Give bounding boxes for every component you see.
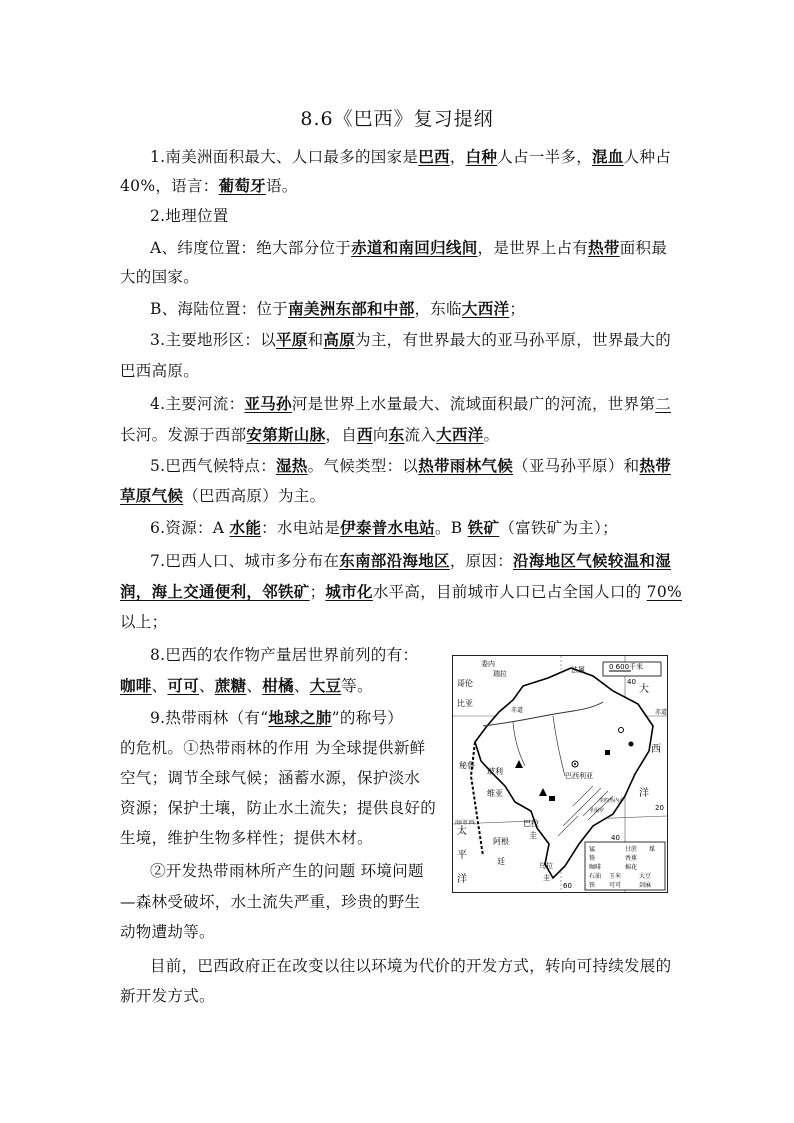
legend-item: 棉花	[625, 864, 638, 871]
para-2: 2.地理位置	[150, 207, 229, 225]
ocean-label: 大	[639, 684, 649, 695]
answer: 湿热	[276, 456, 308, 475]
text: 人种占	[623, 148, 672, 166]
text: ，自	[325, 426, 358, 444]
text: ，是世界上占有	[477, 239, 589, 257]
para-9-line-1	[150, 708, 403, 728]
answer: 东南部沿海地区	[339, 551, 450, 570]
para-1-line-2	[120, 176, 298, 196]
answer: 高原	[323, 330, 356, 349]
answer: 热带	[588, 238, 620, 257]
text: 、	[151, 677, 168, 695]
answer: 城市化	[325, 582, 373, 601]
answer: 大豆	[309, 676, 342, 695]
lat-label-mid: 20	[655, 804, 664, 812]
para-4-line-1	[150, 394, 671, 414]
answer: 沿海地区气候较温和湿	[513, 551, 672, 570]
answer: 咖啡	[120, 676, 152, 695]
text: 、	[199, 677, 215, 695]
text: 40%，语言：	[120, 177, 219, 195]
crop-symbol	[629, 742, 634, 747]
para-9-line-2: 的危机。①热带雨林的作用 为全球提供新鲜	[120, 739, 426, 757]
answer: 白种	[465, 147, 498, 166]
text: 6.资源：A	[150, 519, 230, 537]
legend-item: 大豆	[639, 873, 652, 880]
ocean-label: 平	[457, 850, 467, 861]
country-label: 维亚	[487, 789, 503, 798]
scale-label: 0 600千米	[609, 663, 644, 671]
para-11-line-2: 新开发方式。	[120, 987, 215, 1005]
text: 、	[293, 677, 310, 695]
answer: 南美洲东部和中部	[288, 299, 415, 318]
para-9-line-3: 空气；调节全球气候；涵蓄水源，保护淡水	[120, 769, 421, 787]
para-a-line-2: 大的国家。	[120, 268, 200, 286]
para-3-line-1	[150, 330, 671, 350]
answer: 亚马孙	[244, 394, 292, 413]
text: 9.热带雨林（有“	[150, 709, 269, 727]
para-8-line-2	[120, 676, 373, 696]
legend-item: 石油	[589, 873, 602, 880]
country-label: 巴拉	[523, 819, 539, 828]
legend-item: 铁	[589, 882, 596, 889]
answer: 草原气候	[120, 486, 184, 505]
text: 3.主要地形区：以	[150, 331, 276, 349]
text: ，	[449, 148, 466, 166]
answer: 热带雨林气候	[418, 456, 514, 475]
answer: 大西洋	[436, 425, 484, 444]
answer: 蔗糖	[214, 676, 247, 695]
para-1-line-1	[150, 147, 671, 167]
country-label: 乌拉	[539, 862, 553, 870]
answer: 伊泰普水电站	[340, 518, 435, 537]
country-label: 哥伦	[457, 679, 473, 688]
legend-item: 玉米	[609, 873, 622, 880]
answer: 安第斯山脉	[246, 425, 326, 444]
text: （巴西高原）为主。	[183, 487, 326, 505]
text: 水平高，目前城市人口已占全国人口的	[372, 583, 647, 601]
answer: 水能	[229, 518, 262, 537]
country-label: 阿根	[493, 837, 509, 846]
answer: 润，海上交通便利，邻铁矿	[120, 582, 310, 601]
text: 。B	[434, 519, 468, 537]
coal-symbol	[549, 796, 555, 801]
legend-item: 剑麻	[639, 882, 652, 889]
text: 7.巴西人口、城市多分布在	[150, 552, 340, 570]
para-6	[150, 518, 618, 538]
lon-label-top: 40	[627, 678, 636, 686]
para-9-line-4: 资源；保护土壤，防止水土流失；提供良好的	[120, 799, 437, 817]
answer: 东	[388, 425, 405, 444]
ocean-label: 西	[651, 744, 661, 755]
brazil-map-svg	[453, 656, 667, 892]
answer: 赤道和南回归线间	[351, 238, 478, 257]
country-label: 圭	[543, 874, 550, 882]
legend-item: 铬	[589, 855, 596, 862]
legend-item: 可可	[609, 882, 622, 889]
ocean-label: 太	[457, 826, 467, 837]
answer: 西	[357, 425, 373, 444]
country-label: 廷	[497, 857, 505, 866]
city-label: 里约热内卢	[599, 798, 625, 804]
para-7-line-3: 以上；	[120, 613, 168, 631]
country-label: 圭	[529, 831, 537, 840]
text: 4.主要河流：	[150, 395, 245, 413]
para-10-line-1: ②开发热带雨林所产生的问题 环境问题	[150, 862, 424, 880]
text: 。气候类型：以	[307, 457, 419, 475]
country-label: 玻利	[487, 767, 503, 776]
answer: 铁矿	[467, 518, 500, 537]
text: 语。	[265, 177, 298, 195]
text: ，东临	[414, 300, 462, 318]
answer: 70%	[646, 583, 683, 601]
text: 流入	[404, 426, 437, 444]
legend-item: 甘蔗	[625, 846, 638, 853]
text: ，原因：	[449, 552, 514, 570]
answer: 柑橘	[262, 676, 294, 695]
country-label: 委内	[481, 660, 495, 668]
para-11-line-1: 目前，巴西政府正在改变以往以环境为代价的开发方式，转向可持续发展的	[150, 957, 672, 975]
page-title: 8.6《巴西》复习提纲	[300, 108, 494, 130]
tropic-label: 南回归线	[455, 820, 476, 826]
text: 河是世界上水量最大、流域面积最广的河流，世界第	[291, 395, 656, 413]
country-label: 法属	[571, 666, 585, 674]
text: 等。	[341, 677, 373, 695]
capital-dot	[574, 763, 576, 765]
text: B、海陆位置：位于	[150, 300, 289, 318]
lon-label-bottom: 60	[563, 882, 572, 890]
text: 。	[483, 426, 500, 444]
country-label: 比亚	[457, 699, 473, 708]
text: 向	[372, 426, 389, 444]
text: 为主，有世界最大的亚马孙平原，世界最大的	[355, 331, 672, 349]
text: 和	[307, 331, 324, 349]
lat-label-bottom: 40	[611, 834, 620, 842]
answer: 巴西	[418, 147, 450, 166]
answer: 混血	[592, 147, 624, 166]
city-label: 圣保罗	[589, 808, 605, 814]
legend-item: 咖啡	[589, 864, 602, 871]
text: ：水电站是	[261, 519, 341, 537]
ocean-label: 洋	[639, 788, 649, 799]
answer: 葡萄牙	[218, 176, 266, 195]
equator-label: 赤道	[655, 709, 667, 716]
text: ”的称号）	[331, 709, 404, 727]
para-a-line-1	[150, 238, 667, 258]
answer: 大西洋	[461, 299, 510, 318]
legend-item: 煤	[649, 846, 656, 853]
para-8-line-1: 8.巴西的农作物产量居世界前列的有：	[150, 646, 419, 664]
para-b	[150, 299, 525, 319]
ocean-label: 洋	[457, 874, 467, 885]
text: 人占一半多，	[497, 148, 593, 166]
para-4-line-2	[120, 425, 499, 445]
text: 1.南美洲面积最大、人口最多的国家是	[150, 148, 419, 166]
text: 长河。发源于西部	[120, 426, 247, 444]
para-10-line-2: —森林受破坏，水土流失严重，珍贵的野生	[120, 893, 421, 911]
capital-label: 巴西利亚	[565, 772, 593, 780]
para-7-line-2	[120, 582, 682, 602]
text: （亚马孙平原）和	[513, 457, 640, 475]
equator-inner-label: 赤道	[511, 707, 524, 714]
text: ；	[509, 300, 526, 318]
answer: 平原	[276, 330, 308, 349]
para-10-line-3: 动物遭劫等。	[120, 923, 215, 941]
mine-symbol	[605, 750, 610, 755]
para-9-line-5: 生境，维护生物多样性；提供木材。	[120, 829, 373, 847]
brazil-map	[452, 655, 668, 893]
country-label: 瑞拉	[493, 670, 507, 678]
text: 面积最	[619, 239, 668, 257]
legend-item: 香蕉	[625, 855, 638, 862]
para-3-line-2: 巴西高原。	[120, 362, 200, 380]
text: ；	[309, 583, 326, 601]
answer: 可可	[167, 676, 200, 695]
legend-item: 锰	[589, 846, 596, 853]
text: （富铁矿为主）；	[499, 519, 618, 537]
text: 5.巴西气候特点：	[150, 457, 276, 475]
country-label: 秘鲁	[459, 761, 475, 770]
text: 、	[246, 677, 263, 695]
answer: 二	[655, 395, 672, 413]
text: A、纬度位置：绝大部分位于	[150, 239, 352, 257]
para-5-line-2	[120, 486, 325, 506]
answer: 地球之肺	[268, 708, 332, 727]
answer: 热带	[639, 456, 672, 475]
para-7-line-1	[150, 551, 671, 571]
para-5-line-1	[150, 456, 671, 476]
